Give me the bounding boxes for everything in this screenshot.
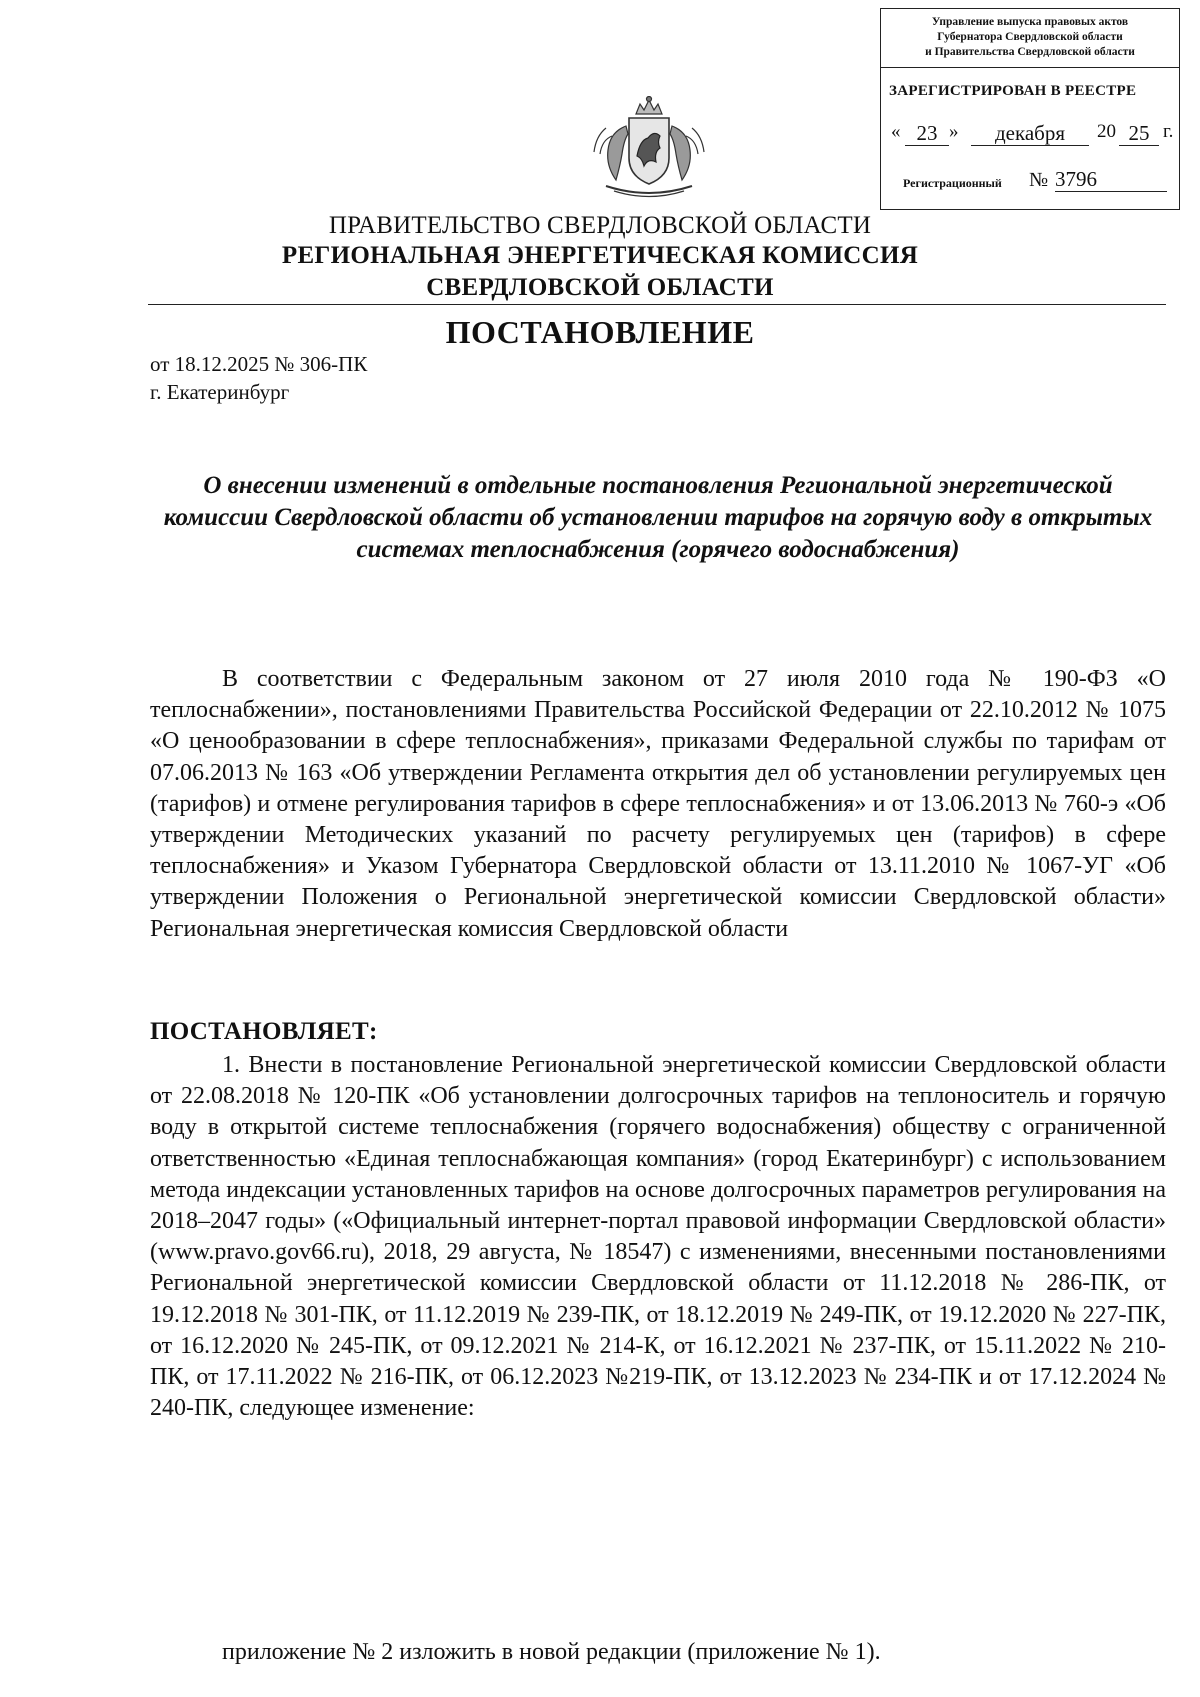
stamp-divider (881, 67, 1179, 68)
item-1-paragraph: 1. Внести в постановление Региональной энергетической комиссии Свердловской области от 22.08.2018 № 120-ПК «Об установлении долгосрочных тарифов на теплоноситель и горячую воду в открытой системе теплоснабжения (горячего водоснабжения) обществу с ограниченной ответственностью «Единая теплоснабжающая компания» (город Екатеринбург) с использованием метода индексации установленных тарифов на основе долгосрочных параметров регулирования на 2018–2047 годы» («Официальный интернет-портал правовой информации Свердловской области» (www.pravo.gov66.ru), 2018, 29 августа, № 18547) с изменениями, внесенными постановлениями Региональной энергетической комиссии Свердловской области от 11.12.2018 № 286-ПК, от 19.12.2018 № 301-ПК, от 11.12.2019 № 239-ПК, от 18.12.2019 № 249-ПК, от 19.12.2020 № 227-ПК, от 16.12.2020 № 245-ПК, от 09.12.2021 № 214-К, от 16.12.2021 № 237-ПК, от 15.11.2022 № 210-ПК, от 17.11.2022 № 216-ПК, от 06.12.2023 №219-ПК, от 13.12.2023 № 234-ПК и от 17.12.2024 № 240-ПК, следующее изменение: (150, 1052, 1166, 1422)
commission-name-line-1: РЕГИОНАЛЬНАЯ ЭНЕРГЕТИЧЕСКАЯ КОМИССИЯ (281, 242, 919, 269)
document-type: ПОСТАНОВЛЕНИЕ (445, 314, 755, 350)
document-date-number: от 18.12.2025 № 306-ПК (150, 352, 368, 376)
stamp-quote-close: » (949, 121, 959, 142)
coat-of-arms-emblem (584, 96, 714, 204)
stamp-number-row (903, 169, 1173, 195)
commission-name-line-2: СВЕРДЛОВСКОЙ ОБЛАСТИ (426, 274, 774, 301)
preamble-paragraph: В соответствии с Федеральным законом от 27 июля 2010 года № 190-ФЗ «О теплоснабжении», постановлениями Правительства Российской Федерации от 22.10.2012 № 1075 «О ценообразовании в сфере теплоснабжения», приказами Федеральной службы по тарифам от 07.06.2013 № 163 «Об утверждении Регламента открытия дел об установлении регулируемых цен (тарифов) и отмене регулирования тарифов в сфере теплоснабжения» и от 13.06.2013 № 760-э «Об утверждении Методических указаний по расчету регулируемых цен (тарифов) в сфере теплоснабжения» и Указом Губернатора Свердловской области от 13.11.2010 № 1067-УГ «Об утверждении Положения о Региональной энергетической комиссии Свердловской области» Региональная энергетическая комиссия Свердловской области (150, 666, 1166, 942)
stamp-reg-number-label: Регистрационный (903, 176, 1002, 190)
header-divider (148, 304, 1166, 305)
stamp-reg-number: 3796 (1055, 167, 1167, 192)
document-city: г. Екатеринбург (150, 380, 290, 404)
stamp-dept-line-2: Губернатора Свердловской области (937, 31, 1123, 43)
stamp-department (881, 15, 1179, 60)
registration-stamp (880, 8, 1180, 210)
stamp-date-row (887, 121, 1175, 147)
item-1-subparagraph: приложение № 2 изложить в новой редакции (приложение № 1). (222, 1639, 881, 1665)
stamp-quote-open: « (891, 121, 901, 142)
government-name: ПРАВИТЕЛЬСТВО СВЕРДЛОВСКОЙ ОБЛАСТИ (328, 212, 872, 239)
stamp-dept-line-3: и Правительства Свердловской области (925, 46, 1135, 58)
stamp-year-prefix: 20 (1097, 121, 1116, 142)
document-title: О внесении изменений в отдельные постановления Региональной энергетической комиссии Свердловской области об установлении тарифов на горячую воду в открытых системах теплоснабжения (горячего водоснабжения) (163, 472, 1153, 563)
stamp-registered-label: ЗАРЕГИСТРИРОВАН В РЕЕСТРЕ (889, 83, 1137, 99)
stamp-day: 23 (905, 121, 949, 146)
stamp-dept-line-1: Управление выпуска правовых актов (931, 16, 1129, 28)
stamp-year-suffix: 25 (1119, 121, 1159, 146)
stamp-number-sign: № (1029, 169, 1049, 191)
stamp-year-unit: г. (1163, 121, 1174, 142)
decides-heading: ПОСТАНОВЛЯЕТ: (150, 1018, 378, 1045)
stamp-month: декабря (971, 121, 1089, 146)
